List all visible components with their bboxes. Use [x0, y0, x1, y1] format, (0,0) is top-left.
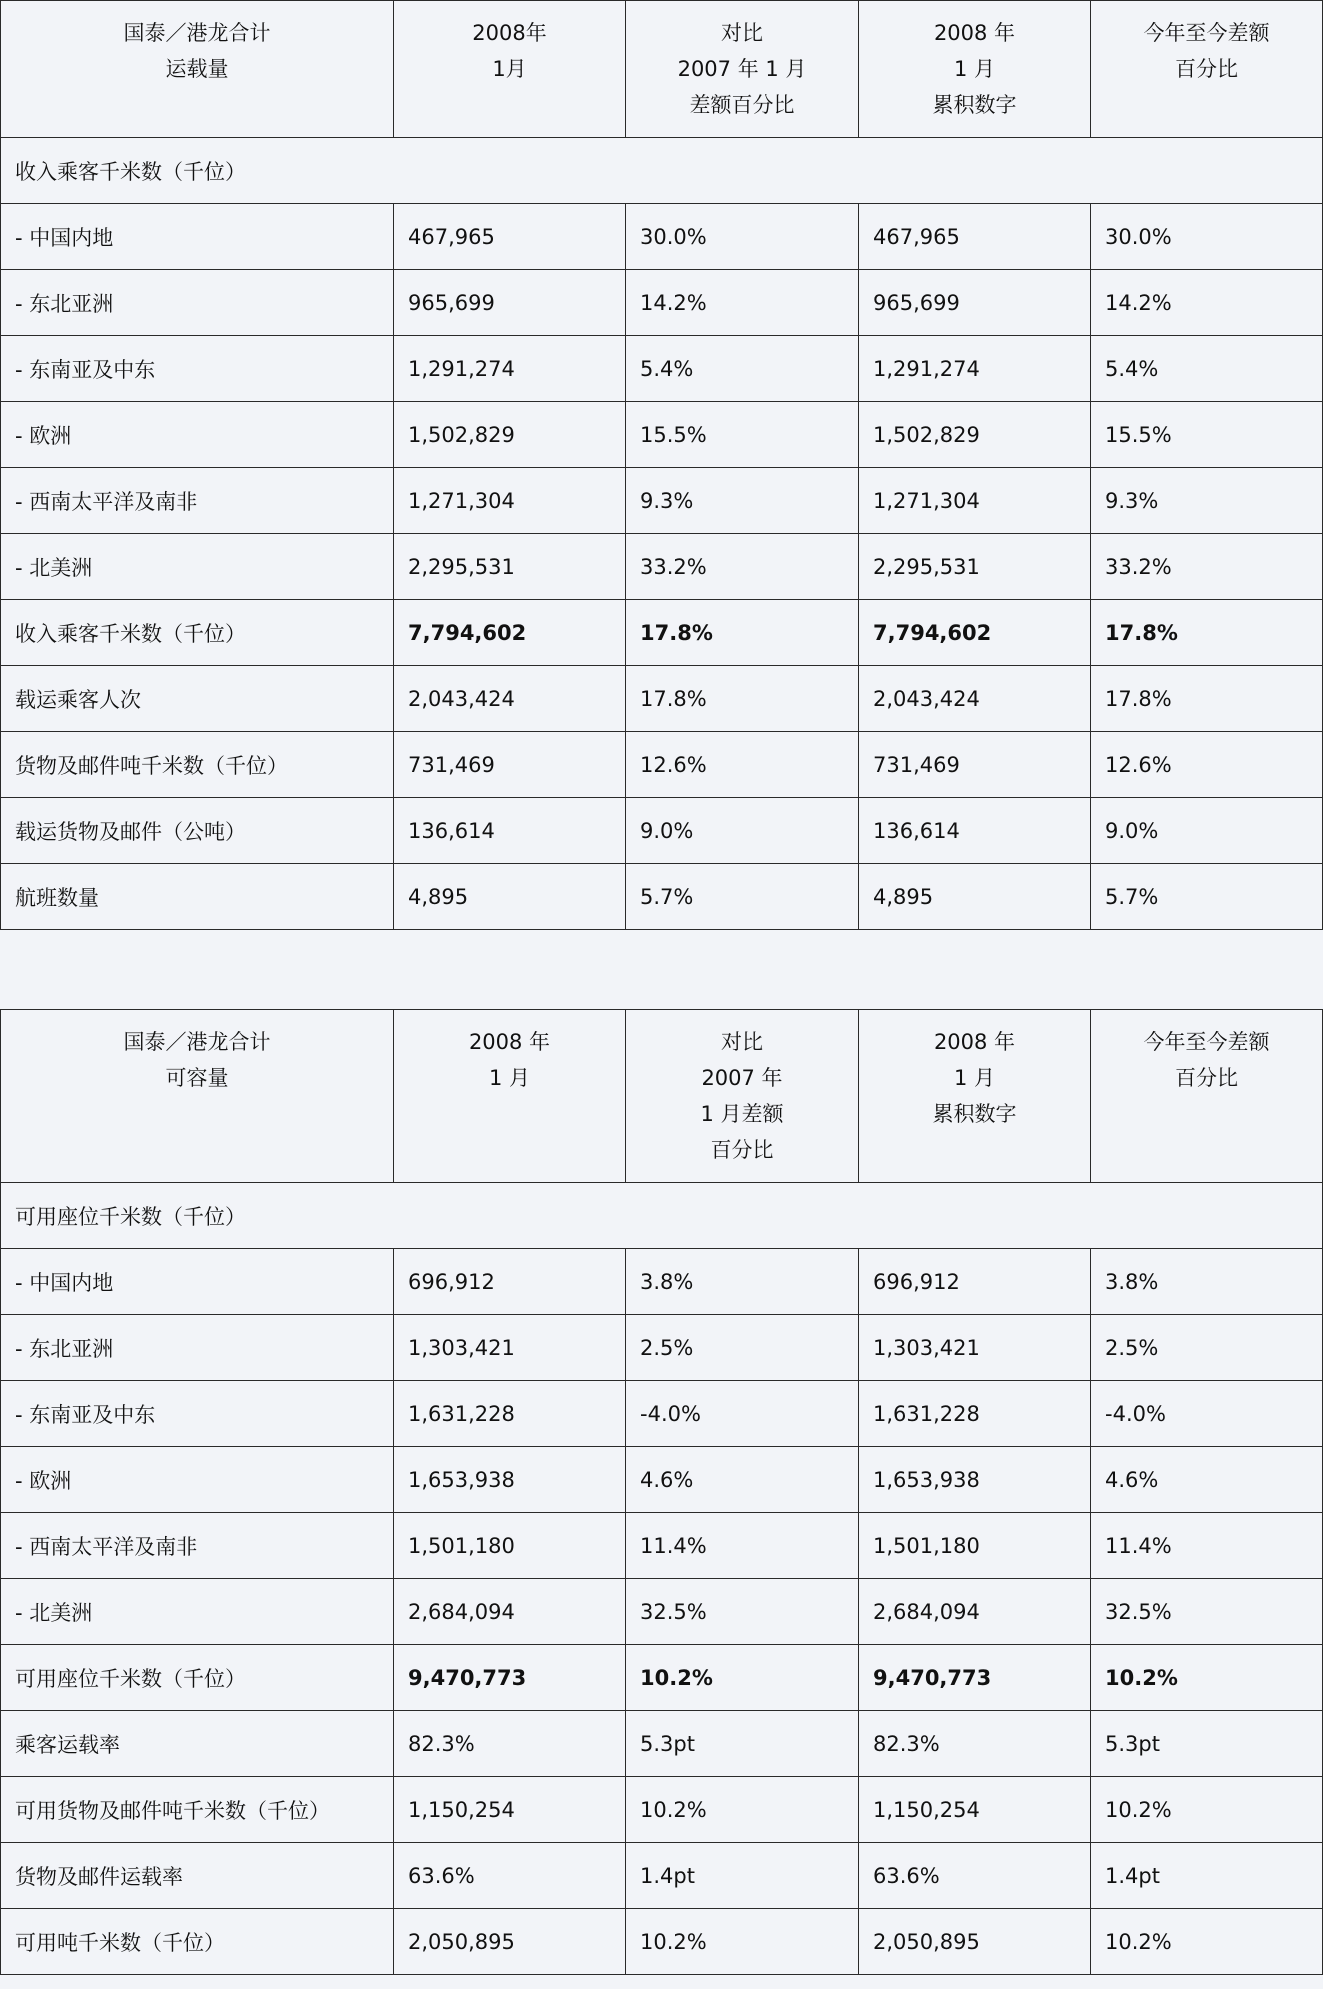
row-value: 10.2%: [626, 1777, 859, 1843]
row-value: 731,469: [859, 732, 1091, 798]
row-value: 33.2%: [1091, 534, 1323, 600]
row-value: 5.3pt: [1091, 1711, 1323, 1777]
row-value: 467,965: [859, 204, 1091, 270]
row-label: 货物及邮件运载率: [1, 1843, 394, 1909]
row-value: 1,271,304: [394, 468, 626, 534]
row-value: 2,295,531: [394, 534, 626, 600]
row-label: - 西南太平洋及南非: [1, 468, 394, 534]
row-label: 货物及邮件吨千米数（千位）: [1, 732, 394, 798]
table-row: [1, 1909, 1323, 1975]
row-value: 1,150,254: [394, 1777, 626, 1843]
row-label: - 东北亚洲: [1, 1315, 394, 1381]
row-value: 3.8%: [626, 1249, 859, 1315]
table-row: [1, 1381, 1323, 1447]
table-row: [1, 534, 1323, 600]
row-value: -4.0%: [626, 1381, 859, 1447]
table-row: [1, 336, 1323, 402]
row-value: 1,303,421: [859, 1315, 1091, 1381]
row-value: 696,912: [394, 1249, 626, 1315]
row-value: 1,501,180: [859, 1513, 1091, 1579]
row-value: 10.2%: [1091, 1909, 1323, 1975]
row-label: 可用货物及邮件吨千米数（千位）: [1, 1777, 394, 1843]
traffic-section-label: 收入乘客千米数（千位）: [1, 138, 1323, 204]
row-value: 10.2%: [626, 1645, 859, 1711]
row-value: 9,470,773: [394, 1645, 626, 1711]
row-value: 14.2%: [1091, 270, 1323, 336]
capacity-section-row: [1, 1183, 1323, 1249]
row-value: 10.2%: [626, 1909, 859, 1975]
row-value: 10.2%: [1091, 1645, 1323, 1711]
table-row: [1, 468, 1323, 534]
table-row: [1, 600, 1323, 666]
row-value: 2,050,895: [859, 1909, 1091, 1975]
row-label: 载运货物及邮件（公吨）: [1, 798, 394, 864]
row-value: 696,912: [859, 1249, 1091, 1315]
row-label: 乘客运载率: [1, 1711, 394, 1777]
row-value: 4,895: [859, 864, 1091, 930]
traffic-header-cell: 国泰／港龙合计 运载量: [1, 1, 394, 138]
table-row: [1, 864, 1323, 930]
row-value: 2,043,424: [394, 666, 626, 732]
table-row: [1, 1447, 1323, 1513]
traffic-header-cell: 2008年 1月: [394, 1, 626, 138]
row-label: 载运乘客人次: [1, 666, 394, 732]
row-value: 1,303,421: [394, 1315, 626, 1381]
traffic-table: [0, 0, 1323, 930]
row-value: 15.5%: [1091, 402, 1323, 468]
row-value: 1,291,274: [394, 336, 626, 402]
row-value: 2.5%: [1091, 1315, 1323, 1381]
row-value: 11.4%: [1091, 1513, 1323, 1579]
row-value: 4.6%: [1091, 1447, 1323, 1513]
row-value: 1,502,829: [394, 402, 626, 468]
capacity-header-cell: 2008 年 1 月 累积数字: [859, 1010, 1091, 1183]
traffic-header-cell: 今年至今差额 百分比: [1091, 1, 1323, 138]
table-row: [1, 1843, 1323, 1909]
row-label: - 欧洲: [1, 1447, 394, 1513]
row-label: 收入乘客千米数（千位）: [1, 600, 394, 666]
row-value: 1.4pt: [1091, 1843, 1323, 1909]
row-value: 5.7%: [1091, 864, 1323, 930]
table-row: [1, 1645, 1323, 1711]
row-value: 467,965: [394, 204, 626, 270]
row-value: 2,050,895: [394, 1909, 626, 1975]
row-value: 7,794,602: [394, 600, 626, 666]
row-label: - 中国内地: [1, 204, 394, 270]
row-value: -4.0%: [1091, 1381, 1323, 1447]
row-value: 30.0%: [1091, 204, 1323, 270]
row-value: 1,631,228: [394, 1381, 626, 1447]
table-row: [1, 798, 1323, 864]
row-value: 30.0%: [626, 204, 859, 270]
row-label: 可用座位千米数（千位）: [1, 1645, 394, 1711]
row-value: 5.4%: [626, 336, 859, 402]
row-value: 965,699: [859, 270, 1091, 336]
row-value: 17.8%: [626, 600, 859, 666]
row-label: - 欧洲: [1, 402, 394, 468]
row-value: 32.5%: [626, 1579, 859, 1645]
row-value: 63.6%: [394, 1843, 626, 1909]
row-value: 2.5%: [626, 1315, 859, 1381]
row-value: 7,794,602: [859, 600, 1091, 666]
table-row: [1, 732, 1323, 798]
table-row: [1, 1579, 1323, 1645]
row-value: 9.3%: [626, 468, 859, 534]
row-value: 1,271,304: [859, 468, 1091, 534]
row-value: 1,150,254: [859, 1777, 1091, 1843]
table-row: [1, 1315, 1323, 1381]
row-value: 82.3%: [394, 1711, 626, 1777]
traffic-header-row: [1, 1, 1323, 138]
row-value: 2,043,424: [859, 666, 1091, 732]
row-value: 1,501,180: [394, 1513, 626, 1579]
row-value: 1,631,228: [859, 1381, 1091, 1447]
capacity-header-cell: 国泰／港龙合计 可容量: [1, 1010, 394, 1183]
row-label: 航班数量: [1, 864, 394, 930]
row-value: 9.3%: [1091, 468, 1323, 534]
row-value: 9.0%: [1091, 798, 1323, 864]
table-row: [1, 204, 1323, 270]
row-value: 5.3pt: [626, 1711, 859, 1777]
row-label: - 东南亚及中东: [1, 1381, 394, 1447]
traffic-section-row: [1, 138, 1323, 204]
row-value: 136,614: [859, 798, 1091, 864]
row-value: 5.4%: [1091, 336, 1323, 402]
row-value: 82.3%: [859, 1711, 1091, 1777]
row-value: 32.5%: [1091, 1579, 1323, 1645]
traffic-header-cell: 2008 年 1 月 累积数字: [859, 1, 1091, 138]
row-value: 9.0%: [626, 798, 859, 864]
row-value: 17.8%: [626, 666, 859, 732]
capacity-header-cell: 对比 2007 年 1 月差额 百分比: [626, 1010, 859, 1183]
table-row: [1, 1711, 1323, 1777]
row-label: - 北美洲: [1, 534, 394, 600]
row-value: 1,653,938: [859, 1447, 1091, 1513]
row-label: - 东南亚及中东: [1, 336, 394, 402]
row-value: 1.4pt: [626, 1843, 859, 1909]
row-label: - 中国内地: [1, 1249, 394, 1315]
capacity-header-row: [1, 1010, 1323, 1183]
row-value: 9,470,773: [859, 1645, 1091, 1711]
row-value: 136,614: [394, 798, 626, 864]
row-value: 1,653,938: [394, 1447, 626, 1513]
row-value: 2,295,531: [859, 534, 1091, 600]
capacity-header-cell: 今年至今差额 百分比: [1091, 1010, 1323, 1183]
table-row: [1, 1249, 1323, 1315]
row-value: 10.2%: [1091, 1777, 1323, 1843]
row-value: 4,895: [394, 864, 626, 930]
row-value: 12.6%: [1091, 732, 1323, 798]
table-row: [1, 1777, 1323, 1843]
row-label: - 北美洲: [1, 1579, 394, 1645]
row-value: 12.6%: [626, 732, 859, 798]
row-value: 63.6%: [859, 1843, 1091, 1909]
row-value: 1,291,274: [859, 336, 1091, 402]
row-value: 11.4%: [626, 1513, 859, 1579]
capacity-header-cell: 2008 年 1 月: [394, 1010, 626, 1183]
capacity-table: [0, 1009, 1323, 1975]
row-value: 3.8%: [1091, 1249, 1323, 1315]
row-value: 2,684,094: [859, 1579, 1091, 1645]
row-label: - 西南太平洋及南非: [1, 1513, 394, 1579]
row-value: 2,684,094: [394, 1579, 626, 1645]
row-value: 965,699: [394, 270, 626, 336]
row-value: 5.7%: [626, 864, 859, 930]
row-value: 4.6%: [626, 1447, 859, 1513]
table-row: [1, 1513, 1323, 1579]
row-value: 33.2%: [626, 534, 859, 600]
table-row: [1, 402, 1323, 468]
row-value: 1,502,829: [859, 402, 1091, 468]
row-value: 14.2%: [626, 270, 859, 336]
row-value: 17.8%: [1091, 666, 1323, 732]
table-row: [1, 270, 1323, 336]
row-label: 可用吨千米数（千位）: [1, 1909, 394, 1975]
row-value: 15.5%: [626, 402, 859, 468]
table-row: [1, 666, 1323, 732]
row-value: 17.8%: [1091, 600, 1323, 666]
traffic-header-cell: 对比 2007 年 1 月 差额百分比: [626, 1, 859, 138]
capacity-section-label: 可用座位千米数（千位）: [1, 1183, 1323, 1249]
row-label: - 东北亚洲: [1, 270, 394, 336]
row-value: 731,469: [394, 732, 626, 798]
